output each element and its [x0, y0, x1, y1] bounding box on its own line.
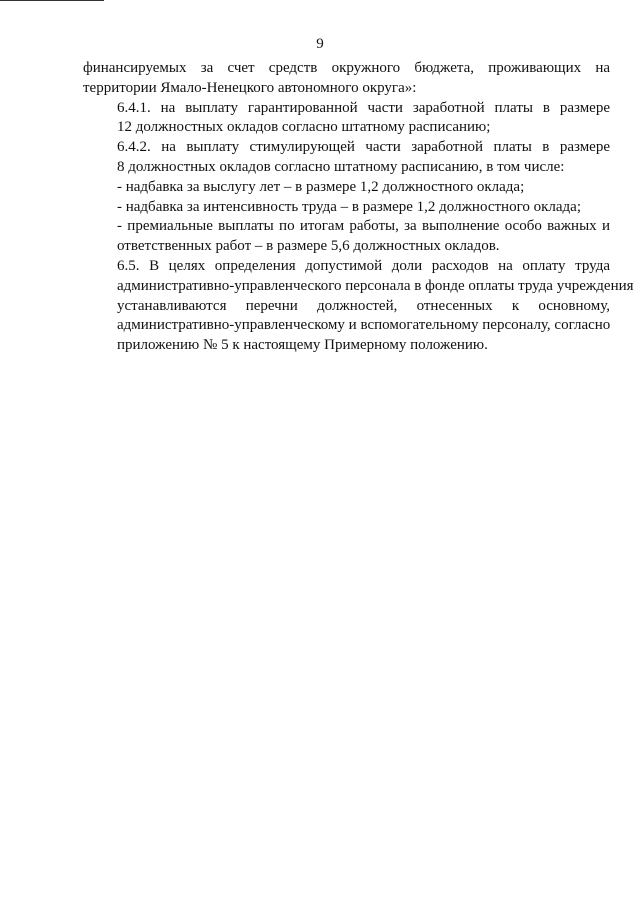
- text-line: устанавливаются перечни должностей, отнесенных к основному,: [117, 297, 610, 314]
- bullet-seniority-allowance: [83, 178, 610, 198]
- text-line: 6.4.2. на выплату стимулирующей части заработной платы в размере: [117, 139, 610, 156]
- text-line: 6.4.1. на выплату гарантированной части заработной платы в размере: [117, 99, 610, 116]
- bullet-intensity-allowance: [83, 198, 610, 218]
- text-line: приложению № 5 к настоящему Примерному положению.: [117, 337, 488, 354]
- text-line: - надбавка за интенсивность труда – в размере 1,2 должностного оклада;: [117, 198, 581, 215]
- paragraph-6-4-2: [83, 138, 610, 178]
- text-line: 12 должностных окладов согласно штатному расписанию;: [117, 119, 491, 136]
- text-line: финансируемых за счет средств окружного бюджета, проживающих на: [83, 60, 610, 76]
- text-line: 8 должностных окладов согласно штатному расписанию, в том числе:: [117, 158, 565, 175]
- paragraph-continuation: [83, 59, 610, 99]
- text-line: ответственных работ – в размере 5,6 должностных окладов.: [117, 238, 500, 255]
- document-body: [83, 59, 634, 356]
- text-line: территории Ямало-Ненецкого автономного округа»:: [83, 79, 417, 96]
- text-line: - надбавка за выслугу лет – в размере 1,2 должностного оклада;: [117, 178, 525, 195]
- text-line: административно-управленческого персонала в фонде оплаты труда учреждения: [117, 277, 634, 294]
- text-line: 6.5. В целях определения допустимой доли расходов на оплату труда: [117, 257, 610, 274]
- scan-edge-line: [0, 0, 104, 1]
- page-number: 9: [316, 36, 324, 52]
- paragraph-6-5: [83, 257, 634, 356]
- text-line: - премиальные выплаты по итогам работы, за выполнение особо важных и: [117, 218, 610, 235]
- paragraph-6-4-1: [83, 99, 610, 139]
- text-line: административно-управленческому и вспомогательному персоналу, согласно: [117, 317, 611, 334]
- bullet-bonus-payments: [83, 217, 610, 257]
